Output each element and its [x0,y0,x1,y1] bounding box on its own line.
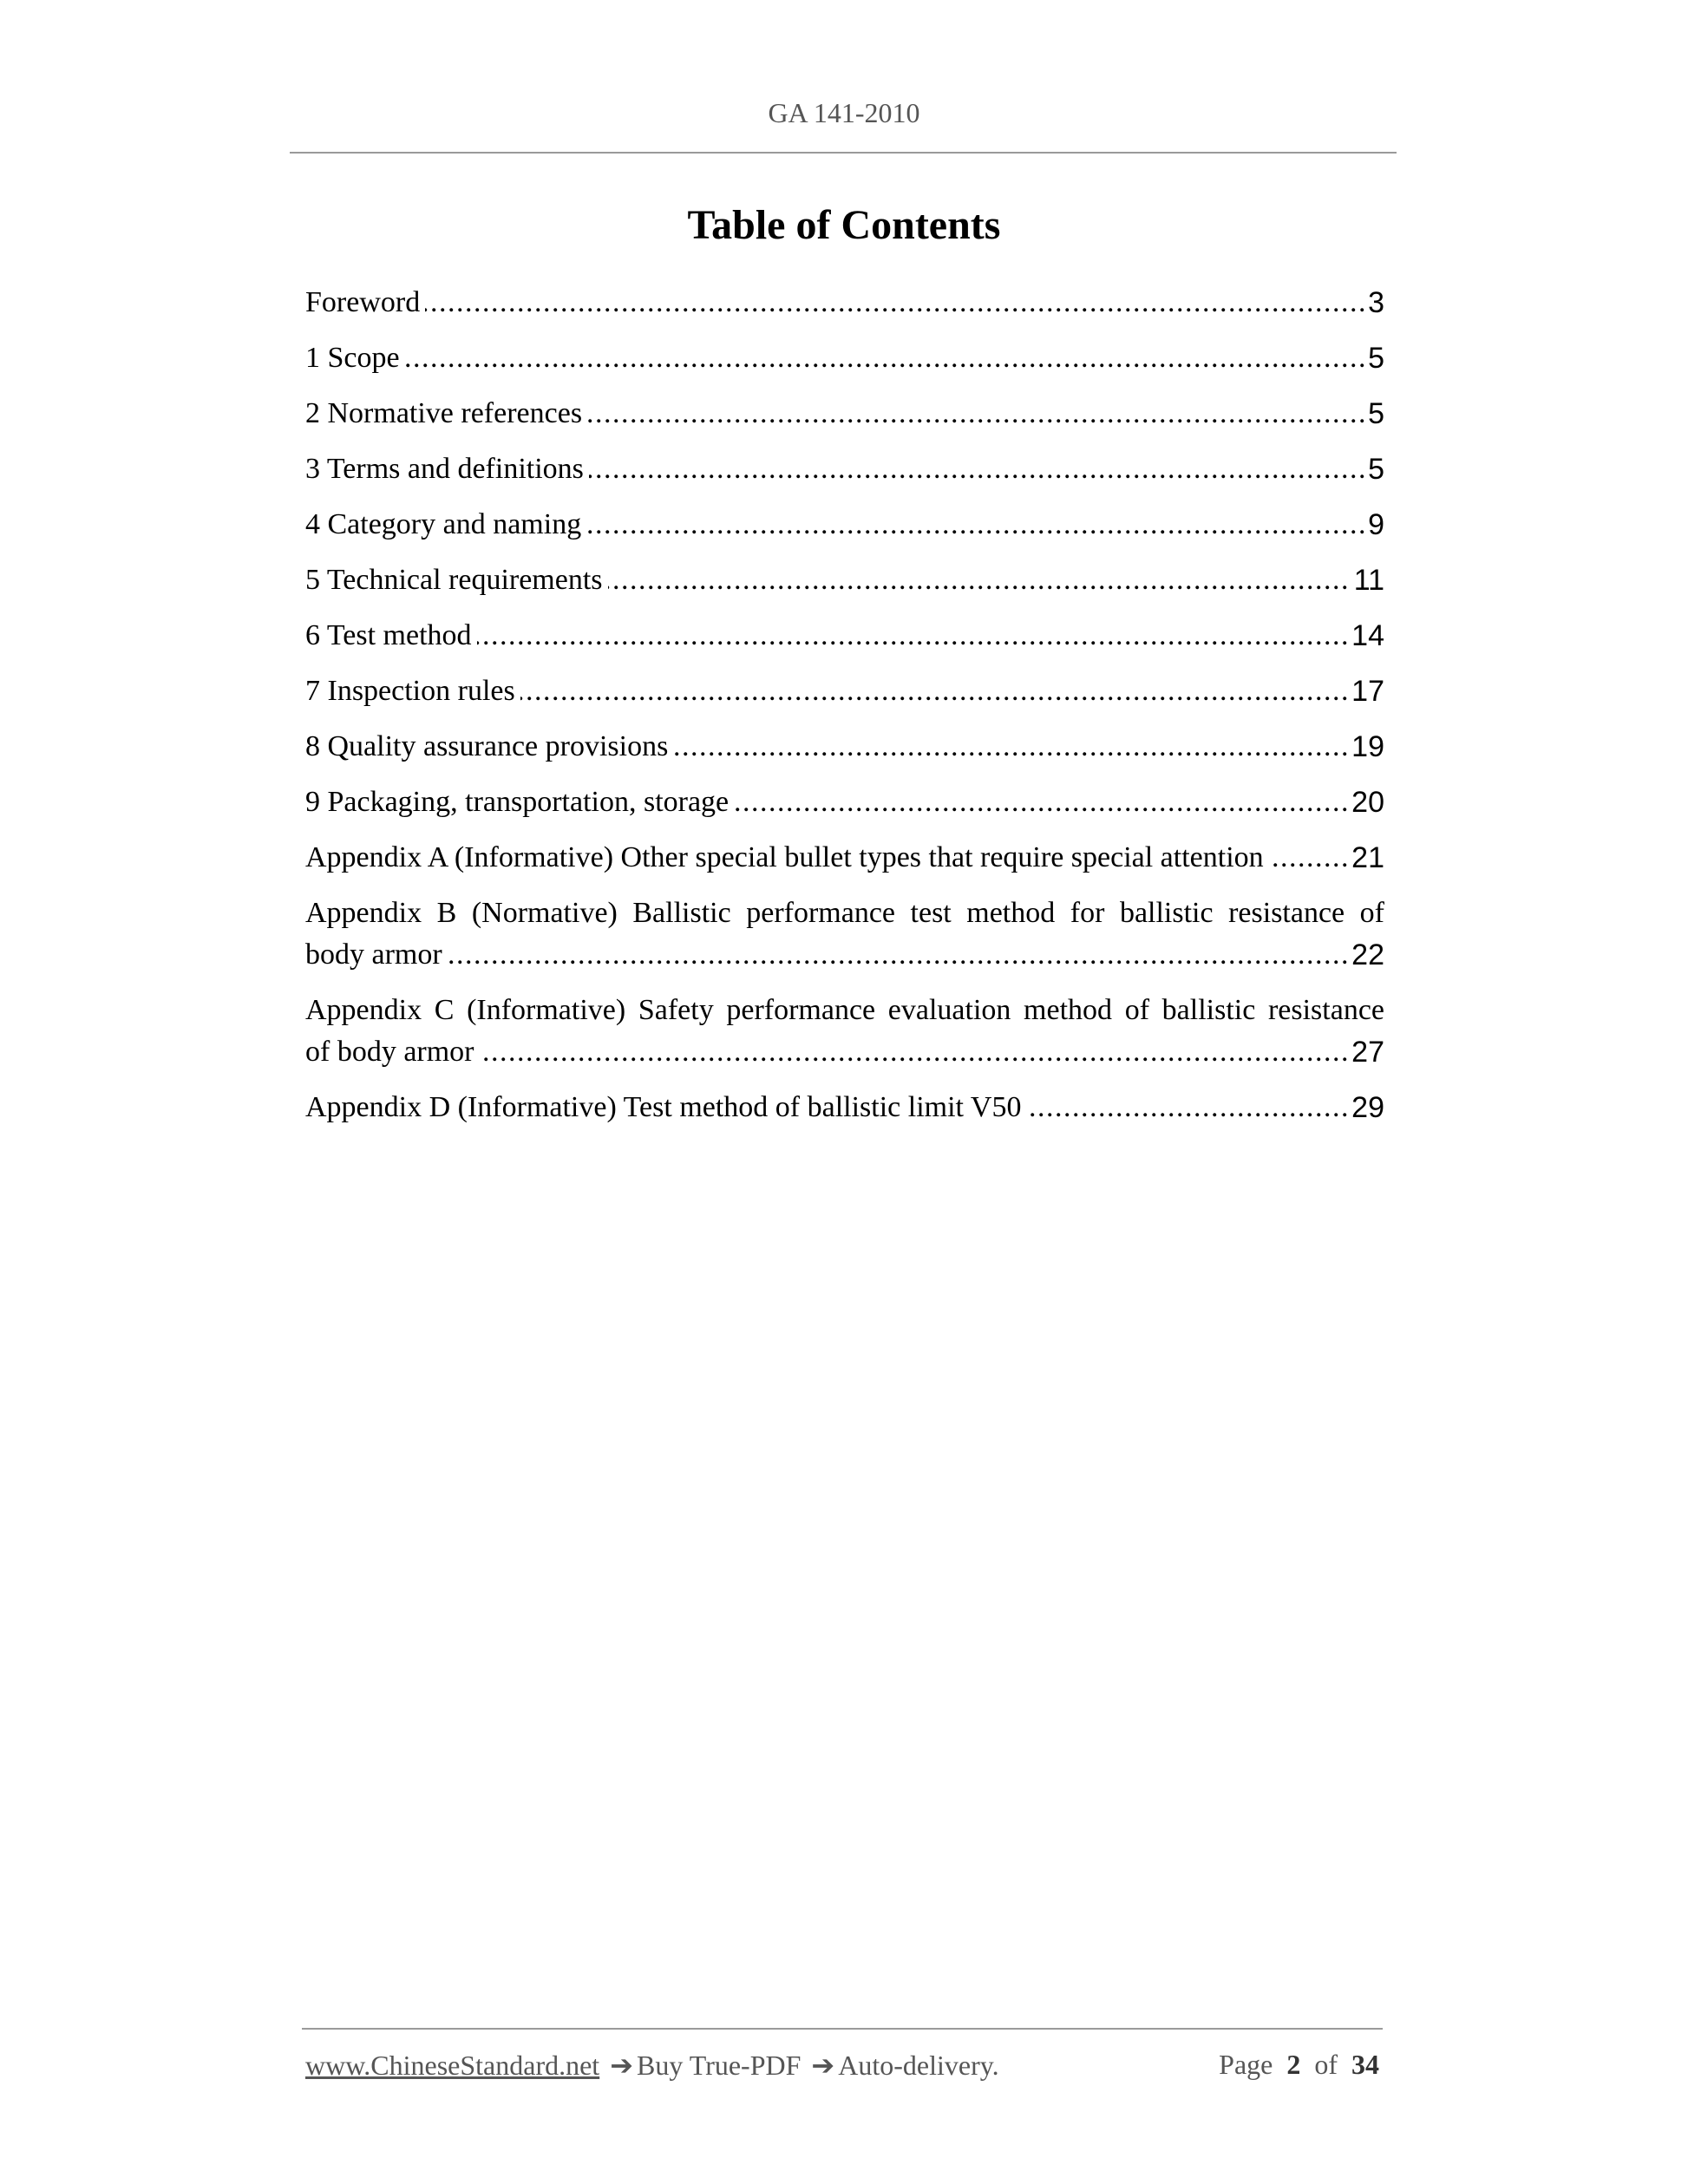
toc-page-number: 5 [1364,337,1384,379]
toc-entry-test-method[interactable] [305,615,1384,657]
toc-entry-title-line2: body armor [305,938,448,971]
toc-entry-title: Appendix D (Informative) Test method of ballistic limit V50 [305,1091,1026,1123]
toc-page-number: 19 [1348,726,1384,768]
right-arrow-icon: ➔ [811,2050,835,2081]
toc-entry-technical-requirements[interactable] [305,559,1384,601]
toc-title: Table of Contents [687,202,1001,248]
total-pages-number: 34 [1351,2049,1379,2080]
toc-page-number: 14 [1348,615,1384,657]
page-label: Page [1219,2049,1273,2080]
toc-entry-title: 9 Packaging, transportation, storage [305,786,734,818]
page-indicator [1219,2049,1379,2081]
toc-page-number: 29 [1348,1087,1384,1128]
toc-entry-packaging[interactable] [305,781,1384,823]
toc-entry-normative-references[interactable] [305,393,1384,435]
toc-entry-appendix-c[interactable] [305,990,1384,1073]
toc-page-number: 21 [1348,837,1384,879]
toc-page-number: 17 [1348,670,1384,712]
footer-divider [302,2028,1383,2030]
toc-entry-title: Appendix A (Informative) Other special bullet types that require special attention [305,841,1269,873]
toc-entry-scope[interactable] [305,337,1384,379]
toc-entry-foreword[interactable] [305,282,1384,324]
toc-page-number: 5 [1364,393,1384,435]
toc-entry-title: 4 Category and naming [305,508,586,540]
right-arrow-icon: ➔ [610,2050,633,2081]
toc-page-number: 5 [1364,448,1384,490]
toc-entry-title: 6 Test method [305,619,477,651]
toc-entry-quality-assurance[interactable] [305,726,1384,768]
toc-entry-appendix-b[interactable] [305,893,1384,976]
footer-promo [305,2049,999,2082]
toc-entry-inspection-rules[interactable] [305,670,1384,712]
website-link[interactable]: www.ChineseStandard.net [305,2050,600,2081]
toc-entry-title: 3 Terms and definitions [305,453,589,485]
page-of-label: of [1314,2049,1338,2080]
toc-entry-appendix-a[interactable] [305,837,1384,879]
document-code: GA 141-2010 [768,97,920,128]
toc-entry-title: Foreword [305,286,425,318]
toc-entry-title: 8 Quality assurance provisions [305,730,673,762]
toc-entry-title-line1: Appendix B (Normative) Ballistic performance test method for ballistic resistance of [305,897,1384,929]
toc-entry-title: 1 Scope [305,342,405,374]
toc-entry-title-line2: of body armor [305,1036,480,1068]
toc-page-number: 27 [1348,1031,1384,1073]
header-divider [290,152,1397,154]
toc-entry-title: 2 Normative references [305,397,587,429]
toc-page-number: 20 [1348,781,1384,823]
toc-page-number: 3 [1364,282,1384,324]
current-page-number: 2 [1286,2049,1301,2080]
toc-entry-category-naming[interactable] [305,504,1384,546]
toc-page-number: 11 [1351,559,1384,601]
delivery-text: Auto-delivery. [838,2050,999,2081]
toc-entry-title-line1: Appendix C (Informative) Safety performance evaluation method of ballistic resistance [305,994,1384,1026]
toc-page-number: 9 [1364,504,1384,546]
toc-entry-terms-definitions[interactable] [305,448,1384,490]
toc-entry-appendix-d[interactable] [305,1087,1384,1128]
buy-text: Buy True-PDF [637,2050,801,2081]
toc-entry-title: 7 Inspection rules [305,675,520,707]
toc-entry-title: 5 Technical requirements [305,564,608,596]
toc-page-number: 22 [1348,934,1384,976]
toc-list [305,282,1384,1142]
